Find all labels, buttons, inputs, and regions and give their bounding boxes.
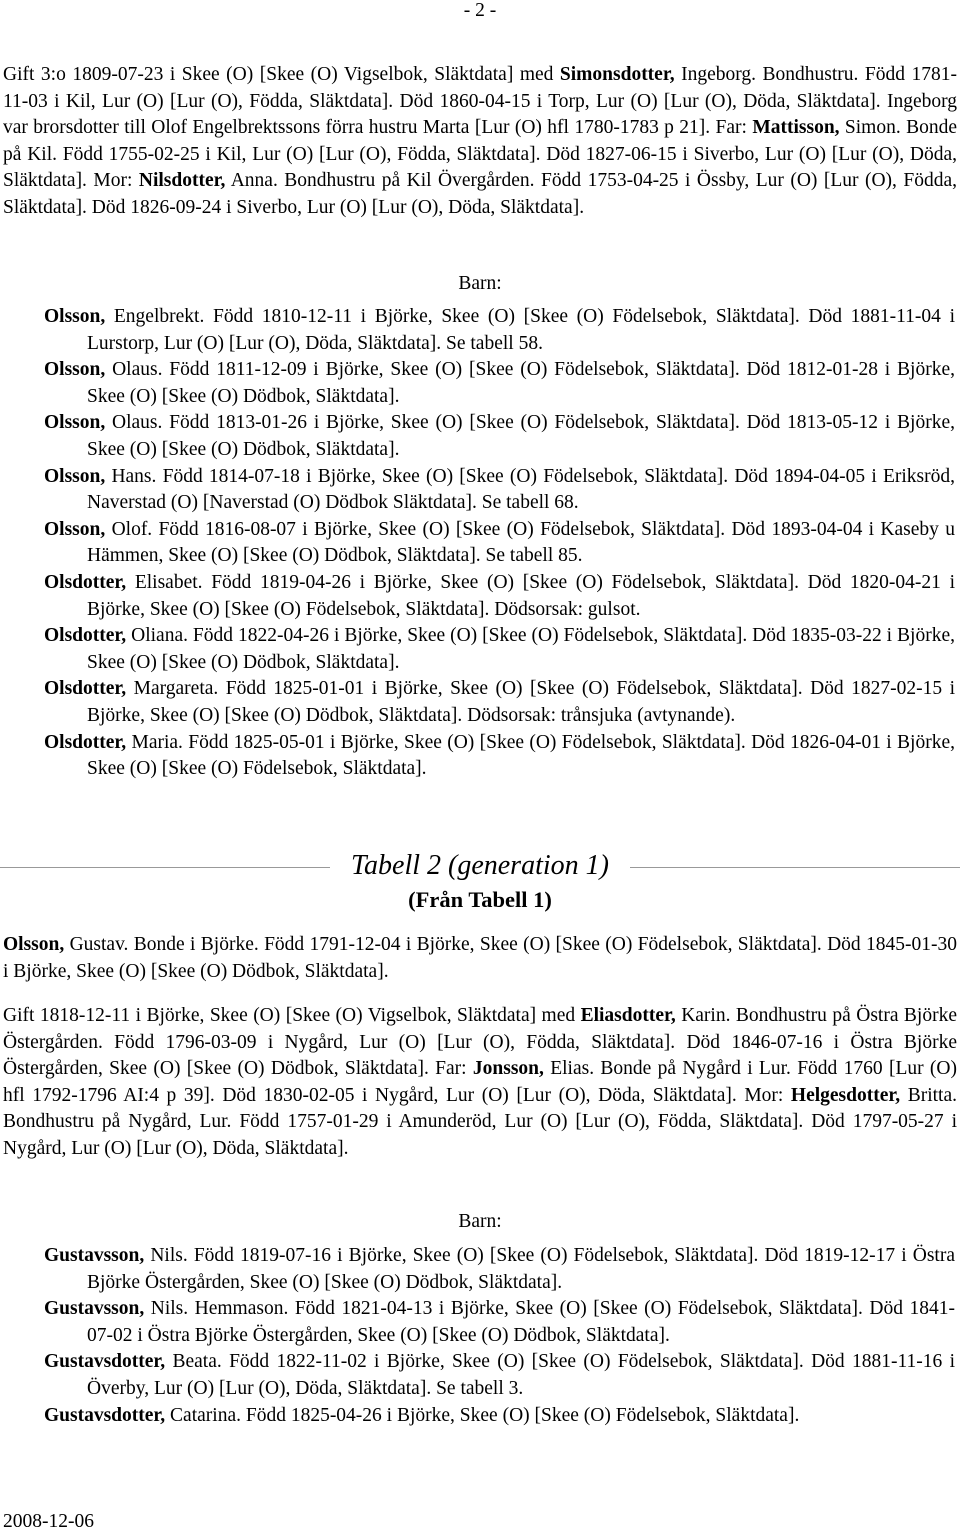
spouse-surname: Eliasdotter, bbox=[580, 1005, 676, 1026]
person-surname: Olsson, bbox=[3, 934, 65, 955]
marriage-paragraph bbox=[3, 62, 957, 222]
child-surname: Olsson, bbox=[44, 465, 106, 487]
father-details: Elias. Bonde på Nygård i Lur. Född 1760 [Lur (O) hfl 1792-1796 AI:4 p 39]. Död 1830-02-05 i Nygård, Lur (O) [Lur (O), Döda, Släktdata]. Mor: bbox=[3, 1058, 957, 1106]
page-number: - 2 - bbox=[463, 0, 497, 21]
child-entry bbox=[44, 304, 955, 357]
children-list bbox=[44, 1243, 955, 1429]
footer-date: 2008-12-06 bbox=[3, 1511, 94, 1532]
child-details: Beata. Född 1822-11-02 i Björke, Skee (O) [Skee (O) Födelsebok, Släktdata]. Död 1881-11-16 i Överby, Lur (O) [Lur (O), Döda, Släktdata]. Se tabell 3. bbox=[87, 1351, 955, 1399]
child-surname: Olsson, bbox=[44, 518, 106, 540]
child-details: Margareta. Född 1825-01-01 i Björke, Skee (O) [Skee (O) Födelsebok, Släktdata]. Död 1827-02-15 i Björke, Skee (O) [Skee (O) Dödbok, Släktdata]. Dödsorsak: trånsjuka (avtynande). bbox=[87, 678, 955, 726]
child-details: Engelbrekt. Född 1810-12-11 i Björke, Skee (O) [Skee (O) Födelsebok, Släktdata]. Död 1881-11-04 i Lurstorp, Lur (O) [Lur (O), Döda, Släktdata]. Se tabell 58. bbox=[87, 306, 955, 354]
child-surname: Olsdotter, bbox=[44, 571, 127, 593]
spouse-details: Ingeborg. Bondhustru. Född 1781-11-03 i Kil, Lur (O) [Lur (O), Födda, Släktdata]. Död 1860-04-15 i Torp, Lur (O) [Lur (O), Döda, Släktdata]. Ingeborg var brorsdotter till Olof Engelbrektssons förra hustru Marta [Lur (O) hfl 1780-1783 p 21]. Far: bbox=[3, 64, 957, 139]
child-details: Elisabet. Född 1819-04-26 i Björke, Skee (O) [Skee (O) Födelsebok, Släktdata]. Död 1820-04-21 i Björke, Skee (O) [Skee (O) Födelsebok, Släktdata]. Dödsorsak: gulsot. bbox=[87, 571, 955, 620]
child-details: Nils. Hemmason. Född 1821-04-13 i Björke, Skee (O) [Skee (O) Födelsebok, Släktdata]. Död 1841-07-02 i Östra Björke Östergården, Skee (O) [Skee (O) Dödbok, Släktdata]. bbox=[87, 1298, 955, 1346]
child-surname: Olsson, bbox=[44, 359, 106, 381]
child-surname: Olsson, bbox=[44, 306, 106, 327]
child-details: Oliana. Född 1822-04-26 i Björke, Skee (O) [Skee (O) Födelsebok, Släktdata]. Död 1835-03-22 i Björke, Skee (O) [Skee (O) Dödbok, Släktdata]. bbox=[87, 625, 955, 673]
table-title: Tabell 2 (generation 1) bbox=[351, 850, 609, 881]
marriage-text: Gift 1818-12-11 i Björke, Skee (O) [Skee (O) Vigselbok, Släktdata] med bbox=[3, 1005, 581, 1026]
father-surname: Mattisson, bbox=[752, 117, 840, 139]
child-entry bbox=[44, 676, 955, 729]
child-surname: Gustavsson, bbox=[44, 1245, 145, 1266]
child-entry bbox=[44, 1296, 955, 1349]
child-details: Catarina. Född 1825-04-26 i Björke, Skee (O) [Skee (O) Födelsebok, Släktdata]. bbox=[165, 1404, 800, 1426]
marriage-text: Gift 3:o 1809-07-23 i Skee (O) [Skee (O) Vigselbok, Släktdata] med bbox=[3, 64, 560, 85]
child-entry bbox=[44, 1403, 955, 1430]
children-heading: Barn: bbox=[458, 1211, 502, 1232]
child-details: Hans. Född 1814-07-18 i Björke, Skee (O) [Skee (O) Födelsebok, Släktdata]. Död 1894-04-05 i Eriksröd, Naverstad (O) [Naverstad (O) Dödbok Släktdata]. Se tabell 68. bbox=[87, 465, 955, 514]
children-list bbox=[44, 304, 955, 783]
child-entry bbox=[44, 623, 955, 676]
child-surname: Olsdotter, bbox=[44, 678, 127, 700]
child-surname: Gustavsson, bbox=[44, 1298, 145, 1320]
spouse-surname: Simonsdotter, bbox=[559, 64, 675, 85]
child-surname: Olsdotter, bbox=[44, 731, 127, 753]
child-entry bbox=[44, 517, 955, 570]
child-entry bbox=[44, 410, 955, 463]
child-details: Nils. Född 1819-07-16 i Björke, Skee (O) [Skee (O) Födelsebok, Släktdata]. Död 1819-12-17 i Östra Björke Östergården, Skee (O) [Skee (O) Dödbok, Släktdata]. bbox=[87, 1245, 955, 1293]
mother-surname: Nilsdotter, bbox=[138, 170, 226, 192]
child-surname: Gustavsdotter, bbox=[44, 1404, 166, 1426]
child-details: Maria. Född 1825-05-01 i Björke, Skee (O) [Skee (O) Födelsebok, Släktdata]. Död 1826-04-01 i Björke, Skee (O) [Skee (O) Födelsebok, Släktdata]. bbox=[87, 731, 955, 780]
child-entry bbox=[44, 570, 955, 623]
child-entry bbox=[44, 1349, 955, 1402]
child-entry bbox=[44, 357, 955, 410]
father-surname: Jonsson, bbox=[472, 1058, 544, 1080]
person-details: Gustav. Bonde i Björke. Född 1791-12-04 i Björke, Skee (O) [Skee (O) Födelsebok, Släktdata]. Död 1845-01-30 i Björke, Skee (O) [Skee (O) Dödbok, Släktdata]. bbox=[3, 934, 957, 982]
spouse-details: Karin. Bondhustru på Östra Björke Östergården. Född 1796-03-09 i Nygård, Lur (O) [Lur (O), Födda, Släktdata]. Död 1846-07-16 i Östra Björke Östergården, Skee (O) [Skee (O) Dödbok, Släktdata]. Far: bbox=[3, 1005, 957, 1080]
child-details: Olaus. Född 1811-12-09 i Björke, Skee (O) [Skee (O) Födelsebok, Släktdata]. Död 1812-01-28 i Björke, Skee (O) [Skee (O) Dödbok, Släktdata]. bbox=[87, 359, 955, 407]
child-surname: Gustavsdotter, bbox=[44, 1351, 166, 1373]
child-surname: Olsdotter, bbox=[44, 625, 127, 647]
marriage-paragraph bbox=[3, 1003, 957, 1163]
mother-details: Britta. Bondhustru på Nygård, Lur. Född 1757-01-29 i Amunderöd, Lur (O) [Lur (O), Födda, Släktdata]. Död 1797-05-27 i Nygård, Lur (O) [Lur (O), Döda, Släktdata]. bbox=[3, 1084, 957, 1159]
mother-details: Anna. Bondhustru på Kil Övergården. Född 1753-04-25 i Össby, Lur (O) [Lur (O), Födda, Släktdata]. Död 1826-09-24 i Siverbo, Lur (O) [Lur (O), Döda, Släktdata]. bbox=[3, 170, 958, 218]
mother-surname: Helgesdotter, bbox=[790, 1084, 901, 1106]
child-details: Olof. Född 1816-08-07 i Björke, Skee (O) [Skee (O) Födelsebok, Släktdata]. Död 1893-04-04 i Kaseby u Hämmen, Skee (O) [Skee (O) Dödbok, Släktdata]. Se tabell 85. bbox=[87, 518, 955, 567]
child-details: Olaus. Född 1813-01-26 i Björke, Skee (O) [Skee (O) Födelsebok, Släktdata]. Död 1813-05-12 i Björke, Skee (O) [Skee (O) Dödbok, Släktdata]. bbox=[87, 412, 955, 460]
father-details: Simon. Bonde på Kil. Född 1755-02-25 i Kil, Lur (O) [Lur (O), Födda, Släktdata]. Död 1827-06-15 i Siverbo, Lur (O) [Lur (O), Döda, Släktdata]. Mor: bbox=[3, 117, 958, 192]
table-subtitle: (Från Tabell 1) bbox=[408, 887, 552, 912]
child-surname: Olsson, bbox=[44, 412, 106, 434]
child-entry bbox=[44, 464, 955, 517]
children-heading: Barn: bbox=[458, 273, 502, 294]
table-heading bbox=[0, 848, 960, 888]
child-entry bbox=[44, 1243, 955, 1296]
child-entry bbox=[44, 730, 955, 783]
person-paragraph bbox=[3, 932, 957, 985]
